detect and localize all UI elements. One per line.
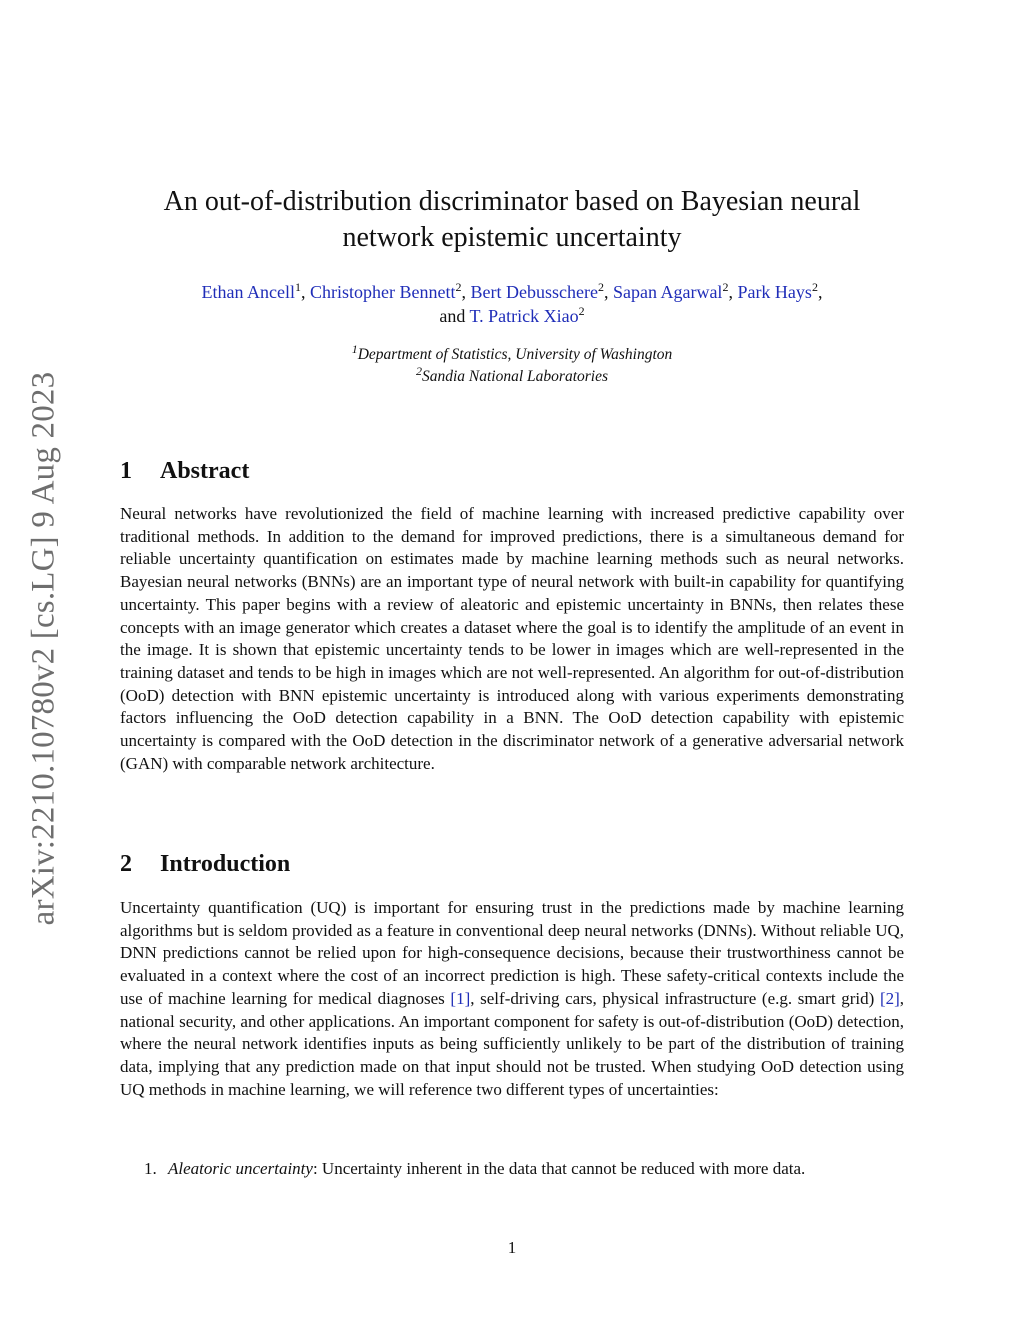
author-and: and — [439, 306, 466, 326]
intro-text: , self-driving cars, physical infrastructure (e.g. smart grid) — [470, 988, 875, 1008]
intro-text: , national security, and other applications. An important component for safety is out-of-distribution (OoD) detection, where the neural network identifies inputs as being sufficiently unlikely to be part of the distribution of training data, implying that any prediction made on that input should not be trusted. When studying OoD detection using UQ methods in machine learning, we will reference two different types of uncertainties: — [120, 988, 905, 1099]
author-sup: 1 — [295, 280, 302, 294]
introduction-paragraph — [120, 897, 904, 1101]
citation-link-2[interactable]: [2] — [879, 988, 900, 1008]
section-heading-introduction — [120, 849, 290, 879]
affiliation-sup: 2 — [415, 363, 422, 378]
abstract-paragraph: Neural networks have revolutionized the field of machine learning with increased predictive capability over traditional methods. In addition to the demand for improved predictions, there is a simultaneous demand for reliable uncertainty quantification on estimates made by machine learning methods such as neural networks. Bayesian neural networks (BNNs) are an important type of neural network with built-in capability for quantifying uncertainty. This paper begins with a review of aleatoric and epistemic uncertainty in BNNs, then relates these concepts with an image generator which creates a dataset where the goal is to identify the amplitude of an event in the image. It is shown that epistemic uncertainty tends to be lower in images which are well-represented in the training dataset and tends to be high in images which are not well-represented. An algorithm for out-of-distribution (OoD) detection with BNN epistemic uncertainty is introduced along with various experiments demonstrating factors influencing the OoD detection capability in a BNN. The OoD detection capability with epistemic uncertainty is compared with the OoD detection in the discriminator network of a generative adversarial network (GAN) with comparable network architecture. — [120, 504, 904, 773]
author-link-hays[interactable]: Park Hays — [737, 282, 812, 302]
section-title: Abstract — [160, 458, 250, 484]
author-list: Ethan Ancell$^1$, Christopher Bennett$^2$, Bert Debusschere$^2$, Sapan Agarwal$^2$, Park Hays$^2$, and T. Patrick Xiao$^2$ — [201, 280, 823, 326]
list-marker: 1. — [144, 1159, 157, 1178]
author-sup: 2 — [455, 280, 462, 294]
section-number: 1 — [120, 458, 132, 484]
author-link-debusschere[interactable]: Bert Debusschere — [470, 282, 598, 302]
affiliation-1 — [120, 341, 904, 366]
author-link-xiao[interactable]: T. Patrick Xiao — [469, 306, 579, 326]
paper-title — [120, 184, 904, 256]
author-link-agarwal[interactable]: Sapan Agarwal — [612, 282, 723, 302]
intro-text: Uncertainty quantification (UQ) is important for ensuring trust in the predictions made by machine learning algorithms but is seldom provided as a feature in conventional deep neural networks (DNNs). Without reliable UQ, DNN predictions cannot be relied upon for high-consequence decisions, because their trustworthiness cannot be evaluated in a context where the cost of an incorrect prediction is high. These safety-critical contexts include the use of machine learning for medical diagnoses — [120, 898, 904, 1008]
author-link-ancell[interactable]: Ethan Ancell — [201, 282, 296, 302]
arxiv-sidebar — [18, 368, 70, 928]
list-term: Aleatoric uncertainty — [168, 1159, 313, 1178]
arxiv-stamp: arXiv:2210.10780v2 [cs.LG] 9 Aug 2023 — [25, 371, 62, 925]
author-sup: 2 — [811, 280, 818, 294]
list-text: : Uncertainty inherent in the data that cannot be reduced with more data. — [312, 1159, 806, 1178]
affiliation-sup: 1 — [351, 341, 358, 356]
section-title: Introduction — [160, 851, 291, 877]
citation-link-1[interactable]: [1] — [450, 988, 471, 1008]
uncertainty-type-list — [120, 1158, 904, 1181]
section-heading-abstract — [120, 456, 249, 486]
affiliation-text: Department of Statistics, University of Washington — [357, 346, 673, 363]
title-line-2: network epistemic uncertainty — [342, 222, 682, 253]
title-line-1: An out-of-distribution discriminator based on Bayesian neural — [163, 186, 861, 217]
author-sup: 2 — [597, 280, 604, 294]
page-number: 1 — [507, 1238, 517, 1257]
section-number: 2 — [120, 851, 132, 877]
affiliations — [120, 341, 904, 388]
affiliation-2 — [120, 363, 904, 388]
list-item — [120, 1158, 904, 1181]
author-link-bennett[interactable]: Christopher Bennett — [310, 282, 456, 302]
author-sup: 2 — [578, 304, 585, 318]
affiliation-text: Sandia National Laboratories — [421, 368, 609, 385]
author-sup: 2 — [722, 280, 729, 294]
